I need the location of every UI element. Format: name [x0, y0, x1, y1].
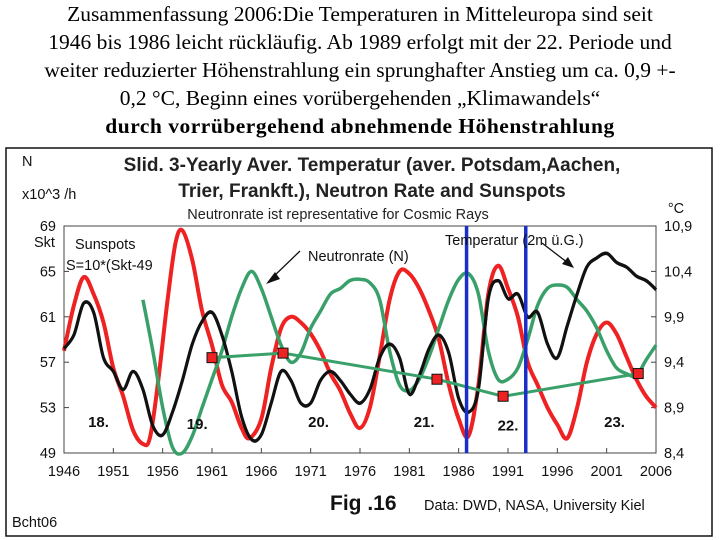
left-tick-label: 61 [39, 309, 56, 326]
left-tick-label: 53 [39, 400, 56, 417]
chart-title-line-2: Trier, Frankft.), Neutron Rate and Sunspots [178, 181, 566, 202]
left-axis-unit-top: N [22, 154, 33, 170]
trend-point-marker [207, 353, 217, 363]
x-tick-label: 1956 [146, 464, 179, 480]
cycle-label: 20. [308, 413, 329, 431]
right-tick-label: 9,9 [664, 309, 685, 326]
trend-point-marker [278, 348, 288, 358]
x-tick-label: 1981 [393, 464, 426, 480]
sunspots-formula: S=10*(Skt-49 [66, 258, 153, 274]
figure-label: Fig .16 [330, 492, 397, 515]
x-tick-label: 2001 [590, 464, 623, 480]
x-tick-label: 1976 [343, 464, 377, 480]
neutron-label: Neutronrate (N) [308, 249, 409, 265]
right-tick-label: 8,9 [664, 400, 685, 417]
header-line-2: 1946 bis 1986 leicht rückläufig. Ab 1989 erfolgt mit der 22. Periode und [48, 30, 672, 54]
header-text [0, 0, 720, 140]
cycle-label: 21. [413, 413, 435, 431]
x-tick-label: 1996 [541, 464, 574, 480]
cycle-label: 19. [186, 416, 208, 434]
cycle-label: 23. [604, 413, 625, 431]
chart-subtitle: Neutronrate ist representative for Cosmic Rays [187, 207, 489, 223]
right-tick-label: 8,4 [664, 446, 685, 462]
trend-point-marker [498, 391, 508, 401]
x-tick-label: 1951 [97, 464, 130, 480]
x-tick-label: 1946 [47, 464, 81, 480]
header-bold-line: durch vorrübergehend abnehmende Höhenstrahlung [105, 114, 615, 138]
header-line-1: Zusammenfassung 2006:Die Temperaturen in Mitteleuropa sind seit [67, 2, 653, 26]
right-axis-unit: °C [667, 201, 685, 217]
trend-point-marker [633, 369, 643, 379]
cycle-label: 18. [88, 413, 109, 431]
cycle-label: 22. [497, 417, 519, 435]
right-tick-label: 10,4 [664, 264, 693, 281]
left-axis-unit-sub: x10^3 /h [22, 187, 77, 203]
sunspots-label: Sunspots [75, 237, 136, 253]
chart [0, 146, 720, 540]
x-tick-label: 1966 [245, 464, 278, 480]
right-tick-label: 9,4 [664, 355, 685, 372]
left-tick-label: 49 [39, 446, 56, 462]
header-line-3: weiter reduzierter Höhenstrahlung ein sprunghafter Anstieg um ca. 0,9 +- [44, 58, 676, 82]
author-credit: Bcht06 [12, 515, 58, 531]
left-tick-label: 69 [39, 219, 56, 235]
right-tick-label: 10,9 [664, 219, 693, 235]
header-line-4: 0,2 °C, Beginn eines vorübergehenden „Klimawandels“ [119, 86, 601, 110]
left-tick-label: 65 [39, 264, 56, 281]
x-tick-label: 1986 [442, 464, 475, 480]
left-axis-unit-alt: Skt [34, 235, 55, 251]
x-tick-label: 1971 [294, 464, 327, 480]
x-tick-label: 1991 [491, 464, 525, 480]
temperature-label: Temperatur (2m ü.G.) [445, 233, 584, 249]
left-tick-label: 57 [39, 355, 56, 372]
x-tick-label: 2006 [639, 464, 673, 480]
trend-point-marker [432, 374, 442, 384]
data-source: Data: DWD, NASA, University Kiel [424, 498, 645, 514]
chart-title-line-1: Slid. 3-Yearly Aver. Temperatur (aver. Potsdam,Aachen, [123, 155, 621, 176]
x-tick-label: 1961 [195, 464, 229, 480]
